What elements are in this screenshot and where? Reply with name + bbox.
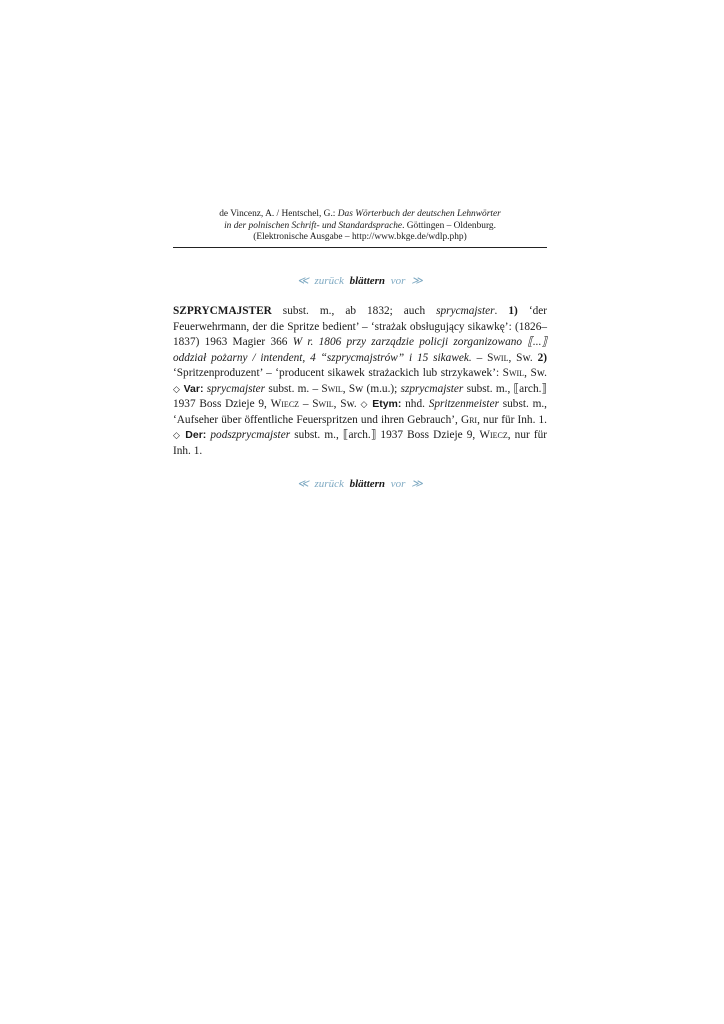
citation-line-1: [173, 209, 547, 221]
etymology-label: Etym:: [372, 398, 402, 410]
double-right-arrow-icon: ≫: [411, 478, 423, 490]
entry-text: –: [299, 398, 313, 410]
prev-label: zurück: [314, 478, 344, 490]
entry-text: .: [494, 305, 509, 317]
entry-text: subst. m., ‘Aufseher über öffentliche Feuerspritzen und ihren Gebrauch’,: [173, 398, 548, 426]
diamond-icon: ◇: [173, 383, 181, 394]
source-abbrev: Gri: [460, 413, 478, 426]
sense-number: 2): [537, 351, 547, 364]
double-left-arrow-icon: ≪: [297, 275, 309, 287]
page-navigation-bottom: [173, 477, 547, 490]
derivative-form: podszprycmajster: [210, 429, 291, 441]
next-page-link[interactable]: [391, 275, 423, 287]
work-title-part-1: Das Wörterbuch der deutschen Lehnwörter: [337, 209, 501, 219]
entry-text: nhd.: [401, 398, 429, 410]
entry-text: subst. m. –: [265, 382, 322, 395]
prev-label: zurück: [314, 275, 344, 287]
entry-text: subst. m., ab 1832; auch: [271, 305, 437, 317]
prev-page-link[interactable]: [297, 478, 344, 490]
page-navigation-top: [173, 274, 547, 287]
work-title-part-2: in der polnischen Schrift- und Standardsprache: [224, 220, 403, 231]
dictionary-entry: [173, 304, 547, 459]
authors: de Vincenz, A. / Hentschel, G.:: [219, 209, 338, 219]
double-left-arrow-icon: ≪: [297, 478, 309, 490]
entry-text: , nur für Inh. 1.: [173, 429, 547, 457]
diamond-icon: ◇: [360, 399, 369, 409]
prev-page-link[interactable]: [297, 275, 344, 287]
entry-text: , Sw (m.u.);: [342, 382, 401, 395]
header-divider: [173, 247, 547, 248]
variant-form: sprycmajster: [206, 382, 266, 395]
entry-text: ‘Spritzenproduzent’ – ‘producent sikawek strażackich lub strzykawek’:: [173, 367, 503, 379]
source-abbrev: Swil: [321, 382, 343, 395]
source-abbrev: Wiecz: [270, 398, 300, 410]
entry-headword: SZPRYCMAJSTER: [173, 305, 272, 317]
citation-line-3: (Elektronische Ausgabe – http://www.bkge.de/wdlp.php): [253, 232, 467, 243]
entry-text: ‘der Feuerwehrmann, der die Spritze bedient’ – ‘strażak obsługujący sikawkę’: (1826–1837) 1963 Magier 366: [173, 305, 548, 348]
entry-text: , Sw.: [508, 351, 538, 364]
derivatives-label: Der:: [185, 429, 207, 441]
double-right-arrow-icon: ≫: [411, 275, 423, 287]
source-abbrev: Swil: [502, 367, 525, 379]
entry-text: subst. m., ⟦arch.⟧ 1937 Boss Dzieje 9,: [173, 382, 548, 410]
variant-form: szprycmajster: [400, 382, 464, 395]
etymon: Spritzenmeister: [428, 398, 499, 410]
citation-header: [173, 209, 547, 248]
entry-text: , Sw.: [524, 367, 547, 379]
source-abbrev: Swil: [312, 398, 334, 410]
sense-number: 1): [508, 305, 518, 317]
browse-label: blättern: [349, 478, 386, 490]
variant-form: sprycmajster: [436, 305, 495, 317]
source-abbrev: Wiecz: [479, 429, 508, 441]
variants-label: Var:: [183, 382, 204, 395]
next-label: vor: [390, 478, 406, 490]
entry-text: , nur für Inh. 1.: [477, 413, 547, 426]
entry-text: , Sw.: [333, 398, 361, 410]
next-page-link[interactable]: [391, 478, 423, 490]
diamond-icon: ◇: [173, 430, 182, 440]
next-label: vor: [390, 275, 406, 287]
entry-text: –: [471, 351, 488, 364]
source-abbrev: Swil: [487, 351, 509, 364]
citation-quote: W r. 1806 przy zarządzie policji zorganizowano ⟦...⟧ oddział pożarny / intendent, 4 “szprycmajstrów” i 15 sikawek.: [173, 336, 547, 364]
browse-label: blättern: [349, 275, 386, 287]
citation-line-2: [173, 221, 547, 233]
entry-text: subst. m., ⟦arch.⟧ 1937 Boss Dzieje 9,: [290, 429, 480, 441]
publication-place: . Göttingen – Oldenburg.: [402, 220, 496, 231]
